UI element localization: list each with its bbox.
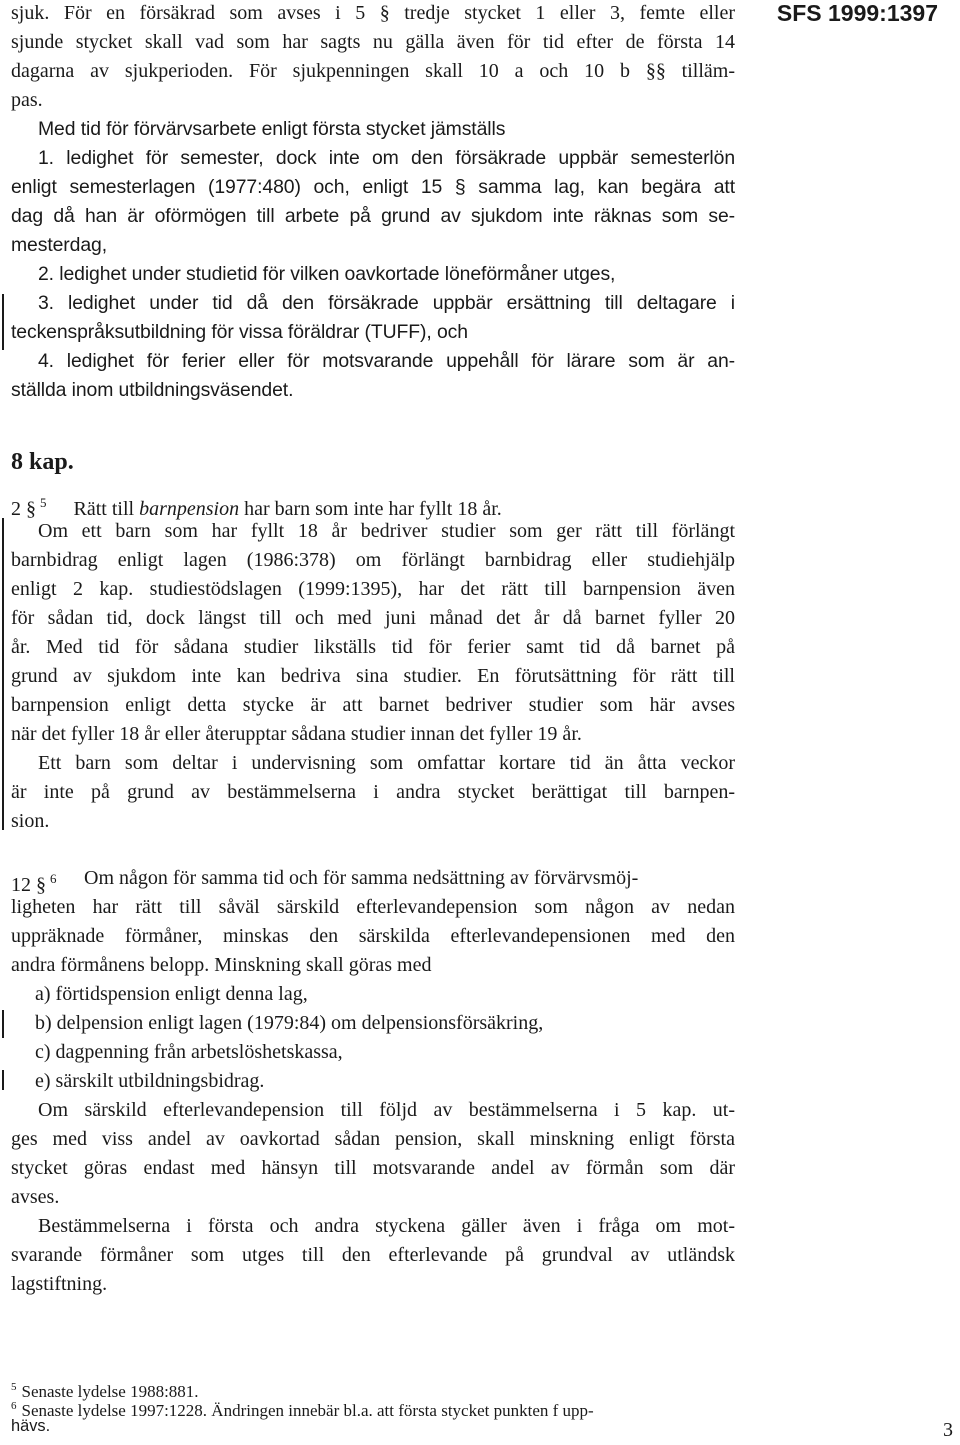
text-line: Med tid för förvärvsarbete enligt första stycket jämställs — [38, 118, 506, 140]
footnote-text: Senaste lydelse 1988:881. — [21, 1382, 199, 1401]
section-title-pre: Rätt till — [73, 498, 140, 520]
footnote-number: 5 — [11, 1381, 17, 1393]
change-bar — [2, 518, 4, 830]
list-item: b) delpension enligt lagen (1979:84) om delpensionsförsäkring, — [35, 1012, 544, 1034]
change-bar — [2, 294, 4, 350]
text-line: ställda inom utbildningsväsendet. — [11, 379, 294, 401]
footnote-ref: 6 — [50, 871, 57, 886]
text-line: sjunde stycket skall vad som har sagts nu gälla även för tid efter de första 14 — [11, 31, 735, 53]
text-line: uppräknade förmåner, minskas den särskilda efterlevandepensionen med den — [11, 925, 735, 947]
text-line: sjuk. För en försäkrad som avses i 5 § tredje stycket 1 eller 3, femte eller — [11, 2, 735, 24]
section-title-post: har barn som inte har fyllt 18 år. — [239, 498, 502, 520]
change-bar — [2, 1010, 4, 1038]
text-line: svarande förmåner som utges till den efterlevande på grundval av utländsk — [11, 1244, 735, 1266]
text-line: år. Med tid för sådana studier likställs tid för ferier samt tid då barnet på — [11, 636, 735, 658]
list-item: a) förtidspension enligt denna lag, — [35, 983, 308, 1005]
text-line: Om någon för samma tid och för samma nedsättning av förvärvsmöj- — [84, 867, 639, 889]
text-line: barnbidrag enligt lagen (1986:378) om förlängt barnbidrag eller studiehjälp — [11, 549, 735, 571]
list-item: e) särskilt utbildningsbidrag. — [35, 1070, 265, 1092]
text-line: grund av sjukdom inte kan bedriva sina studier. En förutsättning för rätt till — [11, 665, 735, 687]
text-line: Ett barn som deltar i undervisning som omfattar kortare tid än åtta veckor — [38, 752, 735, 774]
text-line: 3. ledighet under tid då den försäkrade uppbär ersättning till deltagare i — [38, 292, 735, 314]
section-number: 2 § — [11, 498, 36, 520]
text-line: avses. — [11, 1186, 60, 1208]
section-title-italic: barnpension — [139, 498, 240, 520]
footnote-ref: 5 — [40, 495, 47, 510]
section-number: 12 § — [11, 874, 46, 896]
text-line: Om ett barn som har fyllt 18 år bedriver studier som ger rätt till förlängt — [38, 520, 735, 542]
footnote — [11, 1396, 594, 1421]
text-line: ligheten har rätt till såväl särskild efterlevandepension som någon av nedan — [11, 896, 735, 918]
text-line: är inte på grund av bestämmelserna i andra stycket berättigat till barnpen- — [11, 781, 735, 803]
text-line: dag då han är oförmögen till arbete på grund av sjukdom inte räknas som se- — [11, 205, 735, 227]
text-line: mesterdag, — [11, 234, 108, 256]
text-line: enligt 2 kap. studiestödslagen (1999:1395), har det rätt till barnpension även — [11, 578, 735, 600]
change-bar — [2, 1070, 4, 1090]
text-line: dagarna av sjukperioden. För sjukpenningen skall 10 a och 10 b §§ tilläm- — [11, 60, 735, 82]
list-item: c) dagpenning från arbetslöshetskassa, — [35, 1041, 343, 1063]
text-line: sion. — [11, 810, 50, 832]
footnote-number: 6 — [11, 1400, 17, 1412]
text-line: stycket göras endast med hänsyn till motsvarande andel av förmån som där — [11, 1157, 735, 1179]
text-line: ges med viss andel av oavkortad sådan pension, skall minskning enligt första — [11, 1128, 735, 1150]
text-line: 4. ledighet för ferier eller för motsvarande uppehåll för lärare som är an- — [38, 350, 735, 372]
text-line: lagstiftning. — [11, 1273, 108, 1295]
text-line: 2. ledighet under studietid för vilken oavkortade löneförmåner utges, — [38, 263, 616, 285]
text-line: andra förmånens belopp. Minskning skall göras med — [11, 954, 432, 976]
text-line: teckenspråksutbildning för vissa föräldrar (TUFF), och — [11, 321, 468, 343]
footnote-text: Senaste lydelse 1997:1228. Ändringen innebär bl.a. att första stycket punkten f upp- — [21, 1401, 594, 1420]
text-line: Om särskild efterlevandepension till följd av bestämmelserna i 5 kap. ut- — [38, 1099, 735, 1121]
text-line: enligt semesterlagen (1977:480) och, enligt 15 § samma lag, kan begära att — [11, 176, 735, 198]
text-line: när det fyller 18 år eller återupptar sådana studier innan det fyller 19 år. — [11, 723, 582, 745]
text-line: för sådan tid, dock längst till och med juni månad det år då barnet fyller 20 — [11, 607, 735, 629]
text-line: 1. ledighet för semester, dock inte om den försäkrade uppbär semesterlön — [38, 147, 735, 169]
page-number: 3 — [943, 1419, 953, 1441]
sfs-number: SFS 1999:1397 — [776, 0, 938, 26]
text-line: Bestämmelserna i första och andra styckena gäller även i fråga om mot- — [38, 1215, 735, 1237]
text-line: barnpension enligt detta stycke är att barnet bedriver studier som här avses — [11, 694, 735, 716]
footnote-continuation: hävs. — [11, 1417, 51, 1435]
text-line: pas. — [11, 89, 43, 111]
chapter-heading: 8 kap. — [11, 449, 74, 475]
